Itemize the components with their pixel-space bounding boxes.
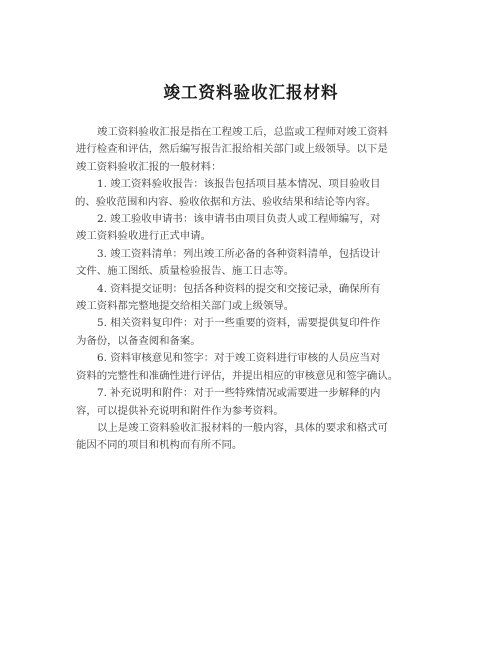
paragraph-line: 进行检查和评估，然后编写报告汇报给相关部门或上级领导。以下是 bbox=[76, 143, 388, 156]
list-item-line: 竣工资料都完整地提交给相关部门或上级领导。 bbox=[76, 300, 295, 313]
list-item-line: 容，可以提供补充说明和附件作为参考资料。 bbox=[76, 404, 284, 417]
list-item-line: 竣工资料验收进行正式申请。 bbox=[76, 230, 212, 243]
document-body bbox=[76, 124, 436, 455]
document-title: 竣工资料验收汇报材料 bbox=[163, 83, 339, 102]
paragraph-line: 能因不同的项目和机构而有所不同。 bbox=[76, 439, 243, 452]
list-item-line: 6. 资料审核意见和签字：对于竣工资料进行审核的人员应当对 bbox=[97, 352, 381, 365]
list-item-line: 资料的完整性和准确性进行评估，并提出相应的审核意见和签字确认。 bbox=[76, 369, 399, 382]
list-item-line: 5. 相关资料复印件：对于一些重要的资料，需要提供复印件作 bbox=[97, 317, 381, 330]
list-item-line: 文件、施工图纸、质量检验报告、施工日志等。 bbox=[76, 265, 295, 278]
list-item-line: 2. 竣工验收申请书：该申请书由项目负责人或工程师编写，对 bbox=[97, 213, 381, 226]
list-item-line: 3. 竣工资料清单：列出竣工所必备的各种资料清单，包括设计 bbox=[97, 247, 381, 260]
list-item-line: 的、验收范围和内容、验收依据和方法、验收结果和结论等内容。 bbox=[75, 195, 377, 208]
paragraph-line: 竣工资料验收汇报是指在工程竣工后，总监或工程师对竣工资料 bbox=[97, 126, 388, 138]
list-item-line: 1. 竣工资料验收报告：该报告包括项目基本情况、项目验收目 bbox=[97, 178, 381, 191]
list-item-line: 4. 资料提交证明：包括各种资料的提交和交接记录，确保所有 bbox=[97, 282, 381, 295]
list-item-line: 为备份，以备查阅和备案。 bbox=[76, 334, 201, 347]
list-item-line: 7. 补充说明和附件：对于一些特殊情况或需要进一步解释的内 bbox=[97, 387, 381, 400]
paragraph-line: 竣工资料验收汇报的一般材料： bbox=[76, 160, 222, 173]
paragraph-line: 以上是竣工资料验收汇报材料的一般内容，具体的要求和格式可 bbox=[97, 421, 388, 434]
